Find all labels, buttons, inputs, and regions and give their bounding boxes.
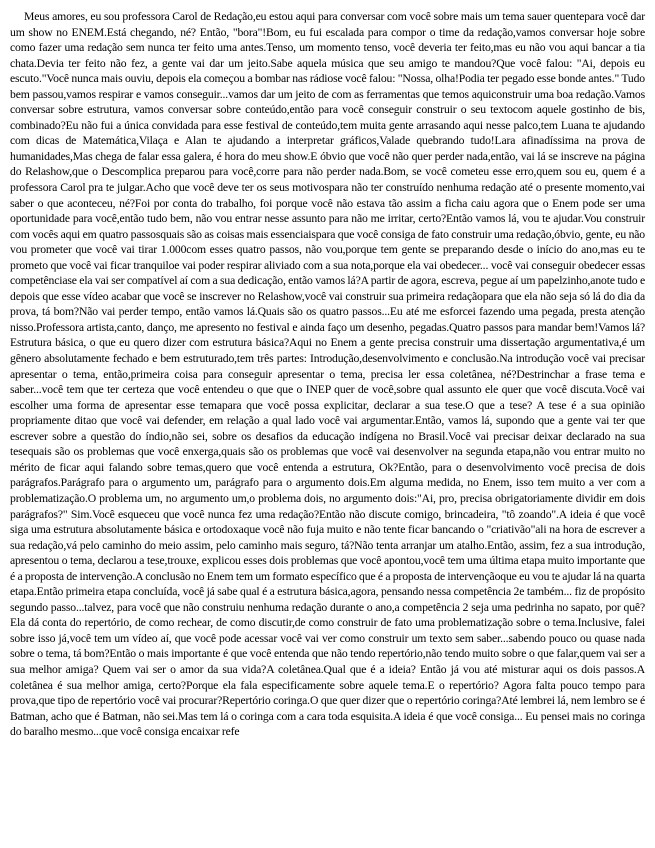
transcript-paragraph: Meus amores, eu sou professora Carol de Redação,eu estou aqui para conversar com você sobre mais um tema sauer quentepara você dar um show no ENEM.Está chegando, né? Então, "bora"!Bom, eu fui escalada para compor o time da redação,vamos conversar hoje sobre como fazer uma redação sem nunca ter feito uma antes.Tenso, um momento tenso, você deveria ter feito,mas eu não vou aqui bancar a tia chata.Devia ter feito não fez, a gente vai dar um jeito.Sabe aquela música que seu amigo te mandou?Que você falou: "Ai, depois eu escuto."Você nunca mais ouviu, depois ela começou a bombar nas rádiose você falou: "Nossa, olha!Podia ter pegado esse bonde antes." Tudo bem passou,vamos respirar e vamos conseguir...vamos dar um jeito de com as ferramentas que temos aquiconstruir uma boa redação.Vamos conversar sobre estrutura, vamos conversar sobre conteúdo,então para você conseguir construir o seu textocom aquele gostinho de bis, combinado?Eu não fui a única convidada para esse festival de conteúdo,tem muita gente arrasando aqui nesse palco,tem Luana te ajudando com dicas de Matemática,Vilaça e Alan te ajudando a interpretar gráficos,Valade quebrando tudo!Lara afinadíssima na prova de humanidades,Mas chega de falar essa galera, é hora do meu show.E óbvio que você não quer perder nada,então, vai lá se inscreve na página do Relashow,que o Descomplica preparou para você,corre para não perder nada.Bom, se você cometeu esse erro,quem sou eu, quem é a professora Carol pra te julgar.Acho que você deve ter os seus motivospara não ter construído nenhuma redação até o presente momento,vai saber o que aconteceu, né?Foi por conta do trabalho, foi porque você não estava tão assim a ficha caiu agora que o Enem pode ser uma oportunidade para você,então tudo bem, não vou entrar nesse assunto para não me irritar, certo?Então vamos lá, vou te ajudar.Vou construir com vocês aqui em quatro passosquais são as coisas mais essenciaispara que você consiga de fato construir uma redação,óbvio, gente, eu não vou prometer que você vai tirar 1.000com esses quatro passos, não vou,porque tem gente se preparando desde o início do ano,mas eu te prometo que você vai ficar tranquiloe vai poder respirar aliviado com a sua nota,porque ela vai obedecer... você vai conseguir obedecer essas competênciase ela vai ser compatível aí com a sua dedicação, então vamos lá?A partir de agora, escreva, pegue aí um papelzinho,anote tudo e depois que esse vídeo acabar que você se inscrever no Relashow,você vai construir sua primeira redaçãopara que ela não seja só lá do dia da prova, tá bom?Não vai perder tempo, então vamos lá.Quais são os quatro passos...Eu até me esforcei fazendo uma pegada, presta atenção nisso.Professora artista,canto, danço, me apresento no festival e ainda faço um desenho, pegadas.Quatro passos para mandar bem!Vamos lá? Estrutura básica, o que eu quero dizer com estrutura básica?Aqui no Enem a gente precisa construir uma dissertação argumentativa,é um gênero absolutamente fechado e bem estruturado,tem três partes: Introdução,desenvolvimento e conclusão.Na introdução você vai precisar apresentar o tema, então,primeira coisa para conseguir apresentar o tema, precisa ler essa coletânea, né?Destrinchar a frase tema e saber...você tem que ter certeza que você entendeu o que que o INEP quer de você,sobre qual assunto ele quer que você discuta.Você vai escolher uma forma de apresentar esse temapara que você possa explicitar, declarar a sua tese.O que a tese? A tese é a sua opinião propriamente ditao que você vai defender, em relação a qual lado você vai argumentar.Então, vamos lá, supondo que a gente vai ter que escrever sobre a questão do índio,não sei, sobre os desafios da educação indígena no Brasil.Você vai precisar deixar declarado na sua tesequais são os problemas que você enxerga,quais são os problemas que você vai desenvolver na segunda etapa,não vou entrar muito no mérito de ficar aqui falando sobre temas,quero que você entenda a estrutura, Ok?Então, para o desenvolvimento você precisa de dois parágrafos.Parágrafo para o argumento um, parágrafo para o argumento dois.Em alguma medida, no Enem, isso tem muito a ver com a problematização.O problema um, no argumento um,o problema dois, no argumento dois:"Ai, pro, precisa obrigatoriamente dividir em dois parágrafos?" Sim.Você esqueceu que você nunca fez uma redação?Então não discute comigo, brincadeira, "tô zoando".A ideia é que você siga uma estrutura absolutamente básica e ortodoxaque você não fuja muito e não tente ficar bancando o "criativão"ali na hora de escrever a sua redação,vá pelo caminho do meio assim, pelo caminho mais seguro, tá?Não tenta arranjar um atalho.Então, assim, fez a sua introdução, apresentou o tema, declarou a tese,trouxe, explicou esses dois problemas que você apontou,você tem uma última etapa muito importante que é a proposta de intervenção.A conclusão no Enem tem um formato específico que é a proposta de intervençãoque eu vou te ajudar lá na quarta etapa.Então primeira etapa concluída, você já sabe qual é a estrutura básica,agora, pensando nessa competência 2e também... fiz de propósito segundo passo...talvez, para você que não construiu nenhuma redação durante o ano,a competência 2 seja uma pedrinha no sapato, por quê?Ela dá conta do repertório, de como rechear, de como discutir,de como construir de fato uma problematização sobre o tema.Inclusive, falei sobre isso já,você tem um vídeo aí, que você pode acessar você vai ver como construir um texto sem saber...sabendo pouco ou quase nada sobre o tema, tá bom?Então o mais importante é que você entenda que não tendo repertório,não tendo muito sobre o que falar,quem vai ser a sua melhor amiga? Quem vai ser o amor da sua vida?A coletânea.Qual que é a ideia? Então já vou até misturar aqui os dois passos.A coletânea é sua melhor amiga, certo?Porque ela fala especificamente sobre aquele tema.E o repertório? Agora falta pouco tempo para prova,que tipo de repertório você vai procurar?Repertório coringa.O que quer dizer que o repertório coringa?Até lembrei lá, nem lembro se é Batman, acho que é Batman, não sei.Mas tem lá o coringa com a cara toda esquisita.A ideia é que você consiga... Eu pensei mais no coringa do baralho mesmo...que você consiga encaixar refe [10,10,645,739]
